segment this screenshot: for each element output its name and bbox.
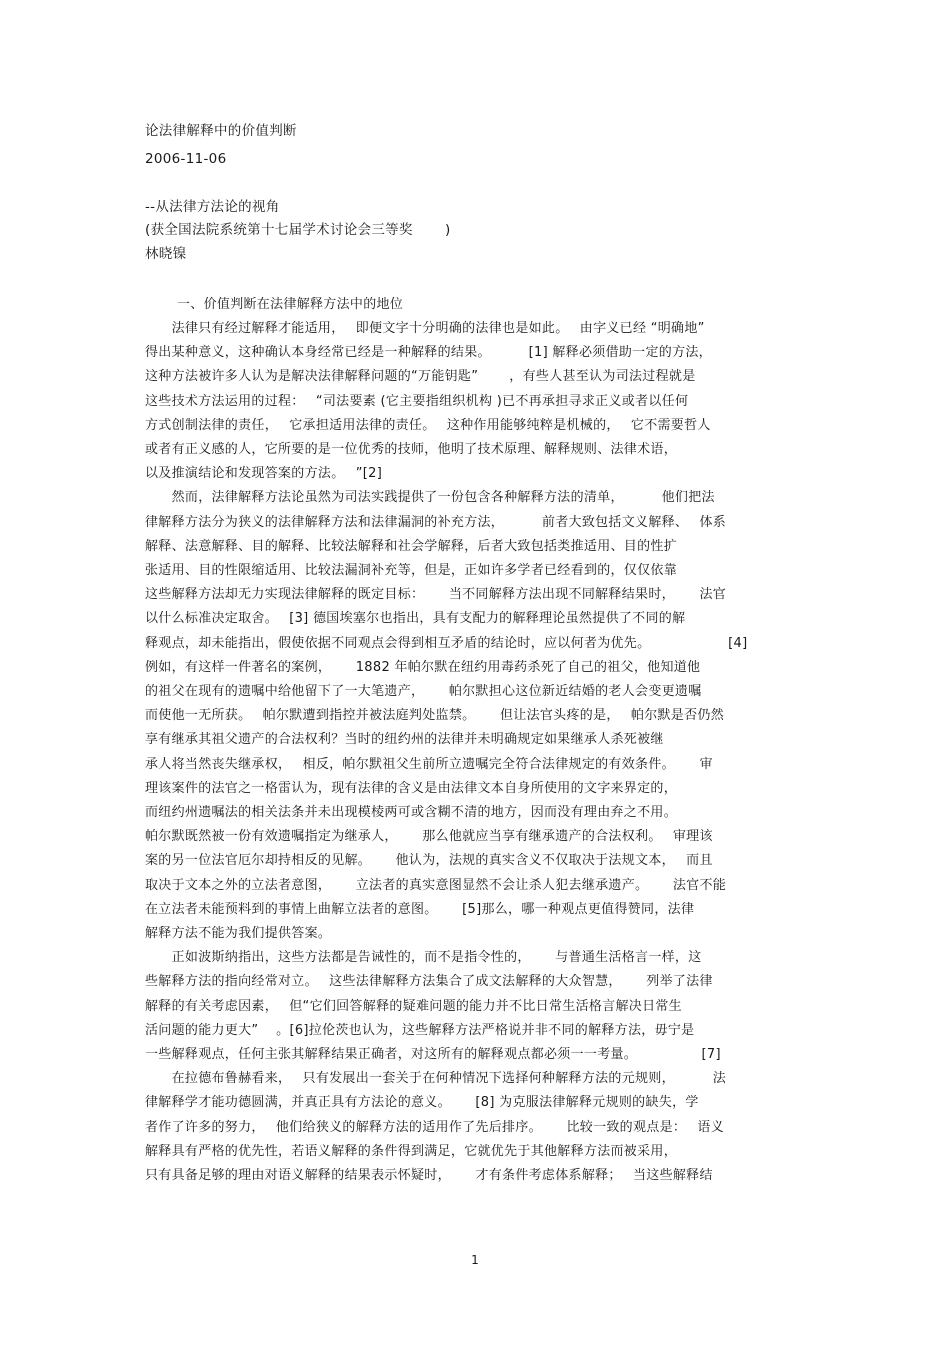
- body-line: 而使他一无所获。 帕尔默遭到指控并被法庭判处监禁。 但让法官头疼的是， 帕尔默是否仍然: [145, 708, 724, 723]
- body-line: 者作了许多的努力， 他们给狭义的解释方法的适用作了先后排序。 比较一致的观点是： 语义: [145, 1120, 724, 1135]
- body-line: 解释方法不能为我们提供答案。: [145, 926, 332, 941]
- body-line: 例如，有这样一件著名的案例， 1882 年帕尔默在纽约用毒药杀死了自己的祖父，他知道他: [145, 660, 701, 675]
- body-line: 或者有正义感的人，它所要的是一位优秀的技师，他明了技术原理、解释规则、法律术语，: [145, 442, 678, 457]
- body-line: 而纽约州遗嘱法的相关法条并未出现模棱两可或含糊不清的地方，因而没有理由弃之不用。: [145, 805, 678, 820]
- body-line: 解释、法意解释、目的解释、比较法解释和社会学解释，后者大致包括类推适用、目的性扩: [145, 539, 678, 554]
- body-line: 张适用、目的性限缩适用、比较法漏洞补充等，但是，正如许多学者已经看到的，仅仅依靠: [145, 563, 678, 578]
- author-name: 林晓镍: [145, 246, 187, 262]
- body-line: 的祖父在现有的遗嘱中给他留下了一大笔遗产， 帕尔默担心这位新近结婚的老人会变更遗嘱: [145, 684, 702, 699]
- body-line: 一些解释观点，任何主张其解释结果正确者，对这所有的解释观点都必须一一考量。 [7]: [145, 1047, 721, 1062]
- body-line: 理该案件的法官之一格雷认为，现有法律的含义是由法律文本自身所使用的文字来界定的，: [145, 781, 678, 796]
- page-number: 1: [471, 1253, 479, 1267]
- body-line: 只有具备足够的理由对语义解释的结果表示怀疑时， 才有条件考虑体系解释； 当这些解释结: [145, 1168, 713, 1183]
- section-heading: 一、价值判断在法律解释方法中的地位: [177, 297, 404, 312]
- body-line: 帕尔默既然被一份有效遗嘱指定为继承人， 那么他就应当享有继承遗产的合法权利。 审理该: [145, 829, 713, 844]
- body-line: 然而，法律解释方法论虽然为司法实践提供了一份包含各种解释方法的清单， 他们把法: [145, 490, 715, 505]
- body-line: 这些解释方法却无力实现法律解释的既定目标： 当不同解释方法出现不同解释结果时， 法官: [145, 587, 727, 602]
- body-line: 取决于文本之外的立法者意图， 立法者的真实意图显然不会让杀人犯去继承遗产。 法官不能: [145, 878, 727, 893]
- body-line: 在拉德布鲁赫看来， 只有发展出一套关于在何种情况下选择何种解释方法的元规则， 法: [145, 1071, 727, 1086]
- document-date: 2006-11-06: [145, 151, 227, 167]
- body-line: 法律只有经过解释才能适用， 即便文字十分明确的法律也是如此。 由字义已经 “明确地”: [145, 321, 705, 336]
- body-line: 案的另一位法官厄尔却持相反的见解。 他认为，法规的真实含义不仅取决于法规文本， 而且: [145, 853, 713, 868]
- body-line: 解释具有严格的优先性，若语义解释的条件得到满足，它就优先于其他解释方法而被采用，: [145, 1144, 678, 1159]
- body-line: 享有继承其祖父遗产的合法权利？当时的纽约州的法律并未明确规定如果继承人杀死被继: [145, 732, 664, 747]
- body-line: 这些技术方法运用的过程： “司法要素 (它主要指组织机构 )已不再承担寻求正义或者以任何: [145, 394, 689, 409]
- body-line: 在立法者未能预料到的事情上曲解立法者的意图。 [5]那么，哪一种观点更值得赞同，法律: [145, 902, 695, 917]
- body-line: 解释的有关考虑因素， 但“它们回答解释的疑难问题的能力并不比日常生活格言解决日常生: [145, 999, 682, 1014]
- document-subtitle: --从法律方法论的视角: [145, 199, 280, 215]
- body-line: 这种方法被许多人认为是解决法律解释问题的“万能钥匙” ，有些人甚至认为司法过程就是: [145, 369, 696, 384]
- document-title: 论法律解释中的价值判断: [145, 123, 297, 139]
- body-line: 律解释学才能功德圆满，并真正具有方法论的意义。 [8] 为克服法律解释元规则的缺失，学: [145, 1095, 699, 1110]
- body-line: 律解释方法分为狭义的法律解释方法和法律漏洞的补充方法， 前者大致包括文义解释、 体系: [145, 515, 727, 530]
- body-line: 以什么标准决定取舍。 [3] 德国埃塞尔也指出，具有支配力的解释理论虽然提供了不同的解: [145, 611, 686, 626]
- body-line: 以及推演结论和发现答案的方法。 ”[2]: [145, 466, 383, 481]
- body-line: 些解释方法的指向经常对立。 这些法律解释方法集合了成文法解释的大众智慧， 列举了法律: [145, 974, 713, 989]
- body-line: 得出某种意义，这种确认本身经常已经是一种解释的结果。 [1] 解释必须借助一定的方法，: [145, 345, 712, 360]
- body-line: 承人将当然丧失继承权， 相反，帕尔默祖父生前所立遗嘱完全符合法律规定的有效条件。 审: [145, 757, 713, 772]
- body-line: 释观点，却未能指出，假使依据不同观点会得到相互矛盾的结论时，应以何者为优先。 [4]: [145, 636, 748, 651]
- body-line: 活问题的能力更大” 。[6]拉伦茨也认为，这些解释方法严格说并非不同的解释方法，毋宁是: [145, 1023, 695, 1038]
- award-note: (获全国法院系统第十七届学术讨论会三等奖 ): [145, 222, 451, 238]
- body-line: 正如波斯纳指出，这些方法都是告诫性的，而不是指令性的， 与普通生活格言一样，这: [145, 950, 702, 965]
- body-line: 方式创制法律的责任， 它承担适用法律的责任。 这种作用能够纯粹是机械的， 它不需要哲人: [145, 418, 711, 433]
